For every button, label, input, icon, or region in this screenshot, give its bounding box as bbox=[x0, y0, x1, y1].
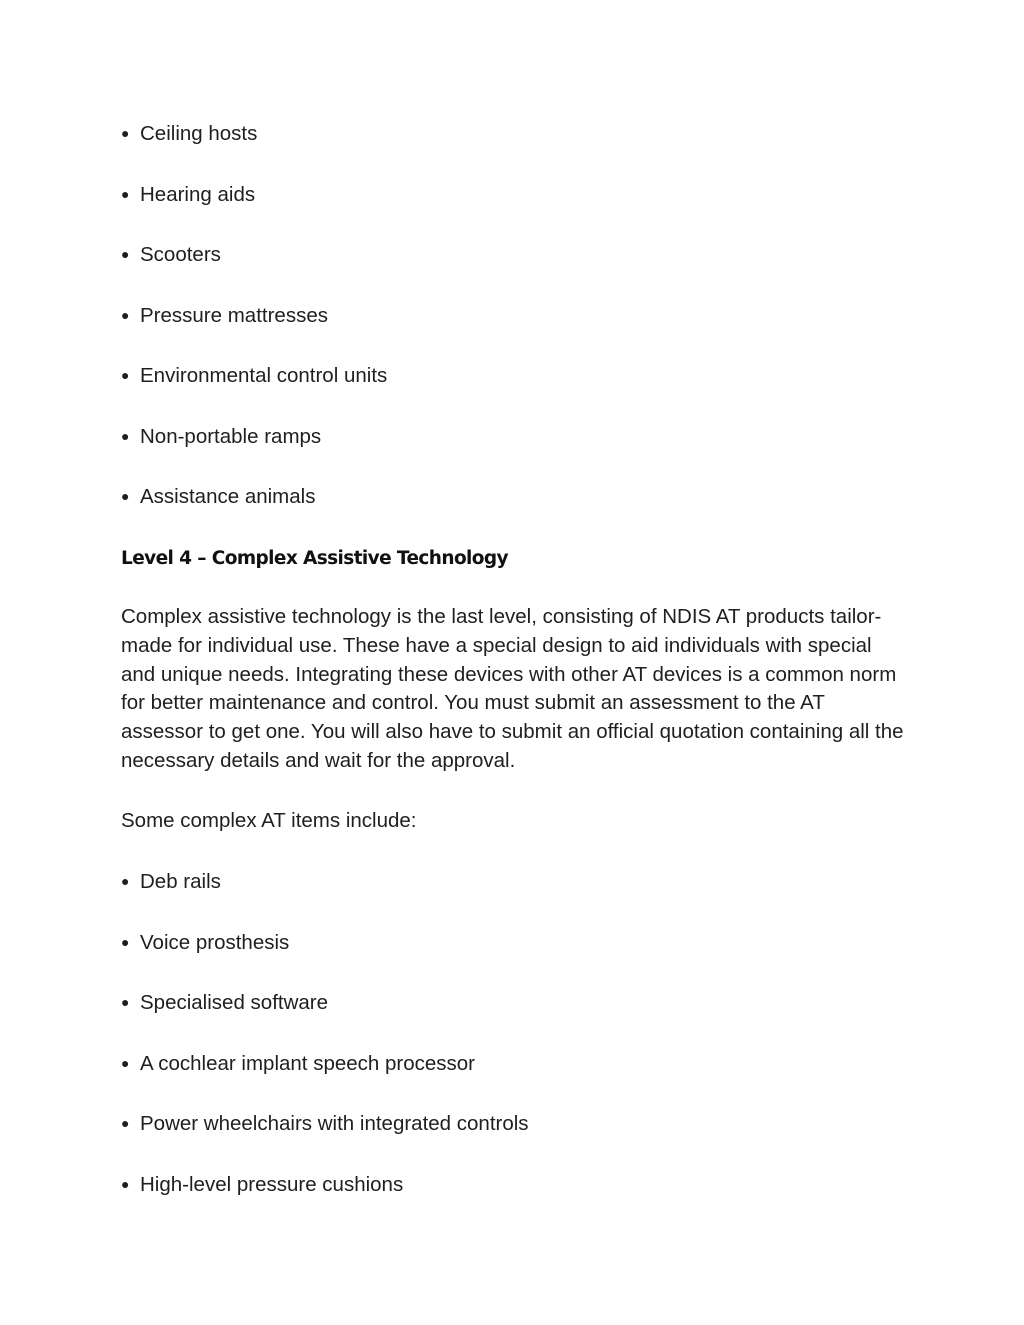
list-item-text: Hearing aids bbox=[140, 183, 256, 206]
list-item-text: Environmental control units bbox=[140, 364, 388, 387]
list-item bbox=[121, 869, 221, 894]
list-item bbox=[121, 484, 315, 509]
list-item bbox=[121, 930, 289, 955]
section-heading: Level 4 – Complex Assistive Technology bbox=[121, 548, 509, 569]
list-item bbox=[121, 1051, 475, 1076]
bullet-icon: ● bbox=[121, 428, 130, 444]
bullet-icon: ● bbox=[121, 1115, 130, 1131]
list-item bbox=[121, 242, 221, 267]
list-item-text: Pressure mattresses bbox=[140, 304, 328, 327]
bullet-icon: ● bbox=[121, 1176, 130, 1192]
list-item-text: Voice prosthesis bbox=[140, 931, 290, 954]
list-item-text: High-level pressure cushions bbox=[140, 1173, 404, 1196]
list-item bbox=[121, 121, 257, 146]
list-item bbox=[121, 363, 387, 388]
list-item bbox=[121, 182, 255, 207]
list-item-text: Non-portable ramps bbox=[140, 425, 322, 448]
list-item-text: Power wheelchairs with integrated controls bbox=[140, 1112, 529, 1135]
bullet-icon: ● bbox=[121, 1055, 130, 1071]
list-item-text: Deb rails bbox=[140, 870, 221, 893]
list-item-text: Scooters bbox=[140, 243, 221, 266]
list-item-text: Ceiling hosts bbox=[140, 122, 258, 145]
section-paragraph: Complex assistive technology is the last level, consisting of NDIS AT products tailor-made for individual use. These have a special design to aid individuals with special and unique needs. Integrating these devices with other AT devices is a common norm for better maintenance and control. You must submit an assessment to the AT assessor to get one. You will also have to submit an official quotation containing all the necessary details and wait for the approval. bbox=[121, 605, 904, 772]
list-item bbox=[121, 1111, 529, 1136]
bullet-icon: ● bbox=[121, 367, 130, 383]
list-item bbox=[121, 303, 328, 328]
list-item-text: Specialised software bbox=[140, 991, 329, 1014]
bullet-icon: ● bbox=[121, 873, 130, 889]
list-item-text: A cochlear implant speech processor bbox=[140, 1052, 476, 1075]
bullet-icon: ● bbox=[121, 994, 130, 1010]
list-item bbox=[121, 1172, 403, 1197]
bullet-icon: ● bbox=[121, 307, 130, 323]
bullet-icon: ● bbox=[121, 186, 130, 202]
bullet-icon: ● bbox=[121, 125, 130, 141]
bullet-icon: ● bbox=[121, 934, 130, 950]
bullet-icon: ● bbox=[121, 246, 130, 262]
list-item bbox=[121, 990, 328, 1015]
bullet-icon: ● bbox=[121, 488, 130, 504]
list-item bbox=[121, 424, 321, 449]
list-item-text: Assistance animals bbox=[140, 485, 316, 508]
list-intro: Some complex AT items include: bbox=[121, 809, 417, 832]
